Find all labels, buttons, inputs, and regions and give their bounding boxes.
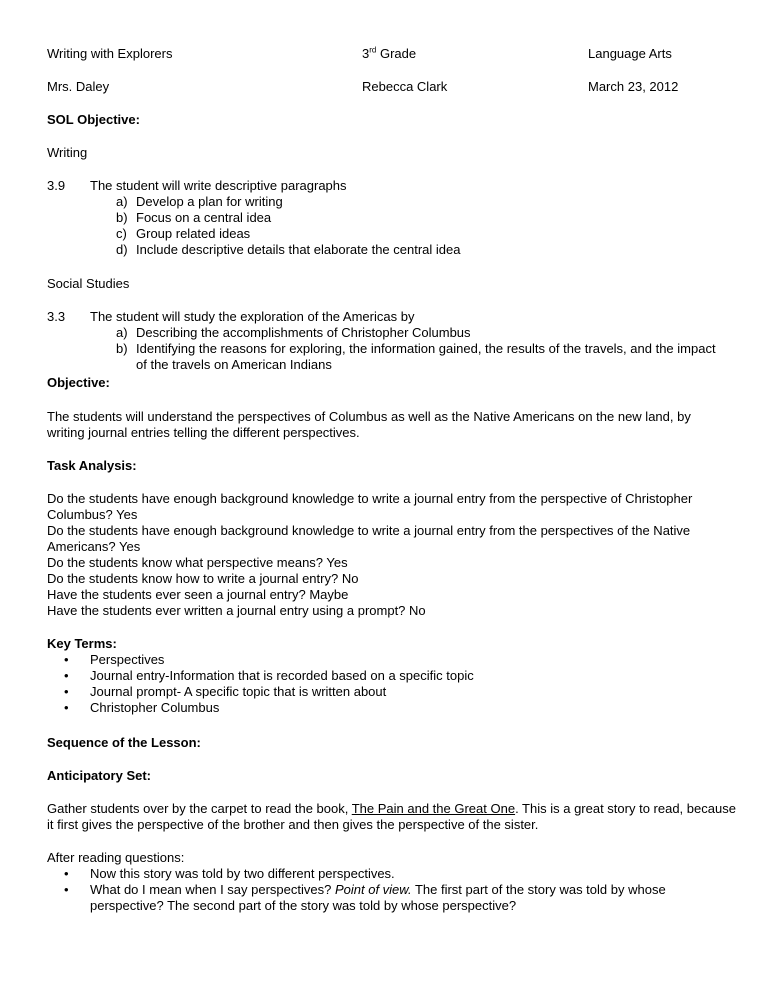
lesson-date: March 23, 2012 (588, 79, 679, 94)
social-studies-label: Social Studies (47, 276, 130, 291)
social-item: a) Describing the accomplishments of Christopher Columbus (116, 325, 471, 340)
task-line: Do the students have enough background knowledge to write a journal entry from the perspective of Christopher (47, 491, 693, 506)
after-reading-question: • Now this story was told by two different perspectives. (90, 866, 395, 882)
objective-text: The students will understand the perspectives of Columbus as well as the Native Americans on the new land, by writing journal entries telling the different perspectives. (47, 409, 691, 440)
task-line: Columbus? Yes (47, 507, 138, 522)
teacher-name: Mrs. Daley (47, 79, 110, 94)
key-term-item: • Christopher Columbus (90, 700, 219, 716)
anticipatory-line-1: Gather students over by the carpet to read the book, The Pain and the Great One. This is a great story to read, because (47, 801, 736, 816)
task-line: Have the students ever written a journal entry using a prompt? No (47, 603, 426, 618)
objective-heading: Objective: (47, 375, 110, 390)
book-title: The Pain and the Great One (351, 801, 516, 816)
grade-suffix: rd (369, 45, 377, 55)
student-name: Rebecca Clark (362, 79, 448, 94)
key-term-item: • Journal prompt- A specific topic that is written about (90, 684, 386, 700)
social-sol-statement: The student will study the exploration of the Americas by (90, 309, 415, 324)
writing-item: b) Focus on a central idea (116, 210, 272, 225)
task-line: Do the students know how to write a journal entry? No (47, 571, 359, 586)
course-title: Writing with Explorers (47, 46, 173, 61)
key-term-item: • Journal entry-Information that is recorded based on a specific topic (90, 668, 474, 684)
social-item-continued: of the travels on American Indians (136, 357, 332, 372)
writing-sol-code: 3.9 (47, 178, 66, 193)
writing-item: d) Include descriptive details that elaborate the central idea (116, 242, 461, 257)
writing-sol-statement: The student will write descriptive paragraphs (90, 178, 347, 193)
writing-item: c) Group related ideas (116, 226, 251, 241)
after-reading-question: • What do I mean when I say perspectives? Point of view. The first part of the story was told by whose (90, 882, 666, 898)
grade-level (362, 46, 416, 62)
after-reading-intro: After reading questions: (47, 850, 185, 865)
writing-label: Writing (47, 145, 88, 160)
social-sol-code: 3.3 (47, 309, 66, 324)
task-analysis-heading: Task Analysis: (47, 458, 137, 473)
task-line: Have the students ever seen a journal entry? Maybe (47, 587, 349, 602)
key-term-item: • Perspectives (90, 652, 164, 668)
anticipatory-line-2: it first gives the perspective of the brother and then gives the perspective of the sister. (47, 817, 539, 832)
sequence-heading: Sequence of the Lesson: (47, 735, 201, 750)
task-line: Do the students know what perspective means? Yes (47, 555, 348, 570)
after-reading-question-continued: perspective? The second part of the story was told by whose perspective? (90, 898, 517, 913)
social-item: b) Identifying the reasons for exploring, the information gained, the results of the travels, and the impact (116, 341, 716, 356)
task-line: Do the students have enough background knowledge to write a journal entry from the perspectives of the Native (47, 523, 691, 538)
key-terms-heading: Key Terms: (47, 636, 117, 651)
grade-word: Grade (376, 46, 417, 61)
subject: Language Arts (588, 46, 672, 61)
anticipatory-heading: Anticipatory Set: (47, 768, 152, 783)
sol-heading: SOL Objective: (47, 112, 140, 127)
task-line: Americans? Yes (47, 539, 141, 554)
writing-item: a) Develop a plan for writing (116, 194, 283, 209)
grade-number: 3 (362, 46, 370, 61)
